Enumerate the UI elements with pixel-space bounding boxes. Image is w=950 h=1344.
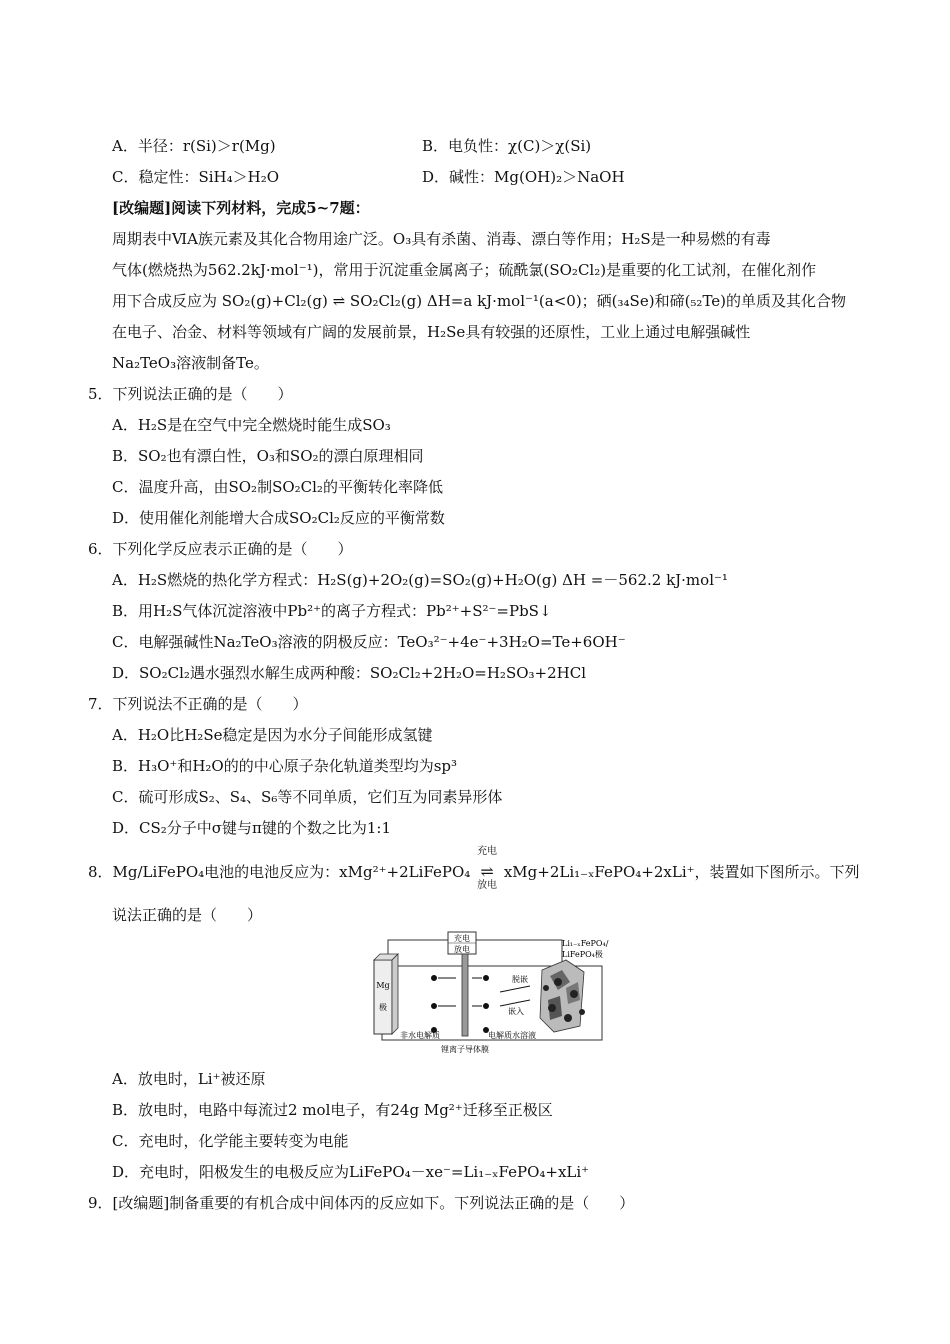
q5-option-a: A．H₂S是在空气中完全燃烧时能生成SO₃ bbox=[112, 416, 391, 434]
q9-stem: 9．[改编题]制备重要的有机合成中间体丙的反应如下。下列说法正确的是（ ） bbox=[88, 1194, 635, 1212]
q8-stem-line1 bbox=[88, 846, 860, 891]
q8-option-c: C．充电时，化学能主要转变为电能 bbox=[112, 1132, 349, 1150]
q8-option-a: A．放电时，Li⁺被还原 bbox=[112, 1070, 266, 1088]
q4-option-c: C．稳定性：SiH₄＞H₂O bbox=[112, 168, 280, 186]
q4-option-b: B．电负性：χ(C)＞χ(Si) bbox=[422, 137, 592, 155]
lfp-label-1: Li₁₋ₓFePO₄/ bbox=[562, 939, 609, 948]
material-heading: [改编题]阅读下列材料，完成5~7题： bbox=[112, 199, 370, 217]
q6-option-a: A．H₂S燃烧的热化学方程式：H₂S(g)+2O₂(g)=SO₂(g)+H₂O(g) ΔH =－562.2 kJ·mol⁻¹ bbox=[112, 571, 728, 589]
q6-option-c: C．电解强碱性Na₂TeO₃溶液的阴极反应：TeO₃²⁻+4e⁻+3H₂O=Te+6OH⁻ bbox=[112, 633, 626, 651]
q8-stem-line2: 说法正确的是（ ） bbox=[112, 906, 263, 924]
membrane-label: 锂离子导体膜 bbox=[441, 1045, 489, 1054]
q4-option-a: A．半径：r(Si)＞r(Mg) bbox=[112, 137, 276, 155]
q6-option-d: D．SO₂Cl₂遇水强烈水解生成两种酸：SO₂Cl₂+2H₂O=H₂SO₃+2HCl bbox=[112, 664, 586, 682]
q7-stem: 7．下列说法不正确的是（ ） bbox=[88, 695, 308, 713]
q8-option-d: D．充电时，阳极发生的电极反应为LiFePO₄－xe⁻=Li₁₋ₓFePO₄+xLi⁺ bbox=[112, 1163, 590, 1181]
q5-option-d: D．使用催化剂能增大合成SO₂Cl₂反应的平衡常数 bbox=[112, 509, 445, 527]
switch-discharge-label: 放电 bbox=[454, 945, 470, 954]
equilibrium-arrow-icon: ⇌ bbox=[480, 862, 494, 881]
material-line: 气体(燃烧热为562.2kJ·mol⁻¹)，常用于沉淀重金属离子；硫酰氯(SO₂Cl₂)是重要的化工试剂，在催化剂作 bbox=[112, 261, 817, 279]
mg-electrode-label-2: 极 bbox=[379, 1003, 387, 1012]
q5-stem: 5．下列说法正确的是（ ） bbox=[88, 385, 293, 403]
q5-option-c: C．温度升高，由SO₂制SO₂Cl₂的平衡转化率降低 bbox=[112, 478, 443, 496]
deintercalation-label: 脱嵌 bbox=[512, 975, 528, 984]
q8-stem-pre: 8．Mg/LiFePO₄电池的电池反应为：xMg²⁺+2LiFePO₄ bbox=[88, 863, 471, 881]
lfp-label-2: LiFePO₄极 bbox=[562, 950, 603, 959]
q6-stem: 6．下列化学反应表示正确的是（ ） bbox=[88, 540, 353, 558]
material-line: 在电子、冶金、材料等领域有广阔的发展前景，H₂Se具有较强的还原性，工业上通过电解强碱性 bbox=[112, 323, 751, 341]
material-line: 周期表中ⅥA族元素及其化合物用途广泛。O₃具有杀菌、消毒、漂白等作用；H₂S是一种易燃的有毒 bbox=[112, 230, 771, 248]
switch-charge-label: 充电 bbox=[454, 934, 470, 943]
q6-option-b: B．用H₂S气体沉淀溶液中Pb²⁺的离子方程式：Pb²⁺+S²⁻=PbS↓ bbox=[112, 602, 552, 620]
q7-option-a: A．H₂O比H₂Se稳定是因为水分子间能形成氢键 bbox=[112, 726, 433, 744]
mg-electrode bbox=[374, 960, 392, 1034]
membrane bbox=[462, 954, 468, 1036]
battery-diagram bbox=[370, 930, 620, 1056]
material-line: 用下合成反应为 SO₂(g)+Cl₂(g) ⇌ SO₂Cl₂(g) ΔH=a kJ·mol⁻¹(a<0)；硒(₃₄Se)和碲(₅₂Te)的单质及其化合物 bbox=[112, 292, 847, 310]
nonaqueous-label: 非水电解质 bbox=[400, 1031, 440, 1040]
lfp-electrode bbox=[540, 960, 585, 1032]
arrow-bottom-label: 放电 bbox=[477, 880, 498, 891]
q5-option-b: B．SO₂也有漂白性，O₃和SO₂的漂白原理相同 bbox=[112, 447, 424, 465]
aqueous-label: 电解质水溶液 bbox=[488, 1031, 536, 1040]
q7-option-d: D．CS₂分子中σ键与π键的个数之比为1:1 bbox=[112, 819, 392, 837]
q8-option-b: B．放电时，电路中每流过2 mol电子，有24g Mg²⁺迁移至正极区 bbox=[112, 1101, 553, 1119]
arrow-top-label: 充电 bbox=[477, 846, 498, 857]
reversible-arrow bbox=[475, 846, 499, 891]
q7-option-c: C．硫可形成S₂、S₄、S₆等不同单质，它们互为同素异形体 bbox=[112, 788, 503, 806]
intercalation-label: 嵌入 bbox=[508, 1007, 524, 1016]
material-line: Na₂TeO₃溶液制备Te。 bbox=[112, 354, 269, 372]
q8-stem-post: xMg+2Li₁₋ₓFePO₄+2xLi⁺，装置如下图所示。下列 bbox=[503, 863, 860, 881]
q4-option-d: D．碱性：Mg(OH)₂＞NaOH bbox=[422, 168, 625, 186]
mg-electrode-label-1: Mg bbox=[376, 981, 390, 990]
q7-option-b: B．H₃O⁺和H₂O的的中心原子杂化轨道类型均为sp³ bbox=[112, 757, 458, 775]
